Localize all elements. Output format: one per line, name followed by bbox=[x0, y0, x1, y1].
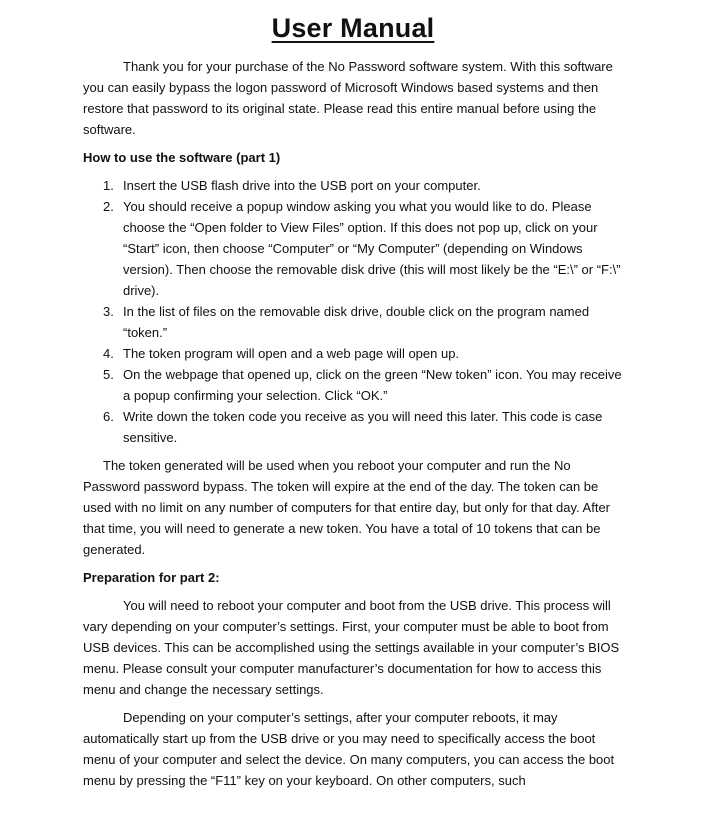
step-number: 6. bbox=[103, 409, 114, 424]
step-number: 2. bbox=[103, 199, 114, 214]
step-number: 1. bbox=[103, 178, 114, 193]
list-item bbox=[83, 301, 623, 343]
page-title: User Manual bbox=[271, 13, 435, 43]
part2-heading: Preparation for part 2: bbox=[83, 570, 220, 585]
list-item bbox=[83, 364, 623, 406]
step-text: Insert the USB flash drive into the USB port on your computer. bbox=[123, 178, 481, 193]
intro-paragraph: Thank you for your purchase of the No Password software system. With this software you can easily bypass the logon password of Microsoft Windows based systems and then restore that password to its original state. Please read this entire manual before using the software. bbox=[83, 59, 613, 137]
step-text: You should receive a popup window asking you what you would like to do. Please choose the “Open folder to View Files” option. If this does not pop up, click on your “Start” icon, then choose “Computer” or “My Computer” (depending on Windows version). Then choose the removable disk drive (this will most likely be the “E:\” or “F:\” drive). bbox=[123, 199, 621, 298]
token-paragraph: The token generated will be used when you reboot your computer and run the No Password password bypass. The token will expire at the end of the day. The token can be used with no limit on any number of computers for that entire day, but only for that day. After that time, you will need to generate a new token. You have a total of 10 tokens that can be generated. bbox=[83, 458, 611, 557]
step-text: In the list of files on the removable disk drive, double click on the program named “token.” bbox=[123, 304, 590, 340]
step-number: 4. bbox=[103, 346, 114, 361]
step-text: The token program will open and a web page will open up. bbox=[123, 346, 460, 361]
list-item bbox=[83, 343, 623, 364]
part1-heading: How to use the software (part 1) bbox=[83, 150, 281, 165]
step-text: On the webpage that opened up, click on the green “New token” icon. You may receive a popup confirming your selection. Click “OK.” bbox=[123, 367, 622, 403]
part2-paragraph-1: You will need to reboot your computer and boot from the USB drive. This process will vary depending on your computer’s settings. First, your computer must be able to boot from USB devices. This can be accomplished using the settings available in your computer’s BIOS menu. Please consult your computer manufacturer’s documentation for how to access this menu and change the necessary settings. bbox=[83, 598, 620, 697]
document-page bbox=[83, 0, 623, 791]
list-item bbox=[83, 175, 623, 196]
step-text: Write down the token code you receive as you will need this later. This code is case sensitive. bbox=[123, 409, 603, 445]
list-item bbox=[83, 406, 623, 448]
list-item bbox=[83, 196, 623, 301]
step-number: 5. bbox=[103, 367, 114, 382]
part1-steps-list bbox=[83, 175, 623, 448]
part2-paragraph-2: Depending on your computer’s settings, after your computer reboots, it may automatically start up from the USB drive or you may need to specifically access the boot menu of your computer and select the device. On many computers, you can access the boot menu by pressing the “F11” key on your keyboard. On other computers, such bbox=[83, 710, 615, 788]
step-number: 3. bbox=[103, 304, 114, 319]
